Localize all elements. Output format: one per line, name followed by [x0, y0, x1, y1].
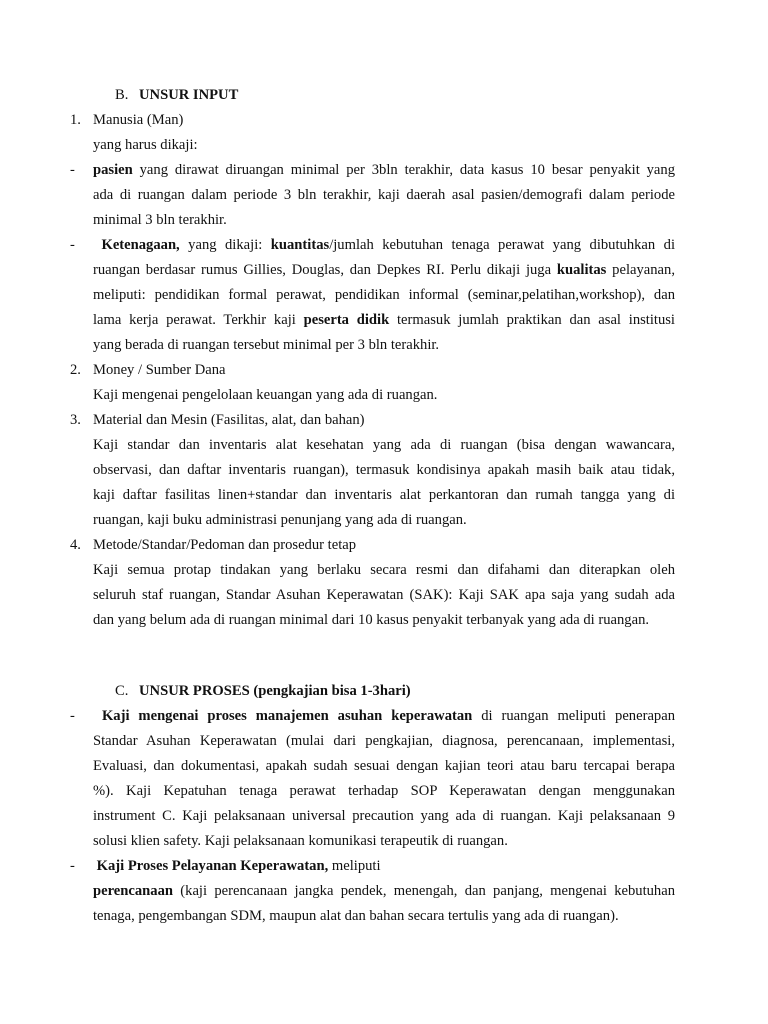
item-3-body-line: ruangan, kaji buku administrasi penunjang yang ada di ruangan.	[93, 512, 467, 528]
ketenagaan-line-2	[93, 258, 675, 283]
c-item-1-line: solusi klien safety. Kaji pelaksanaan komunikasi terapeutik di ruangan.	[93, 833, 508, 849]
ketenagaan-line-2-a: ruangan berdasar rumus Gillies, Douglas, dan Depkes RI. Perlu dikaji juga	[93, 262, 557, 278]
pasien-line-3: minimal 3 bln terakhir.	[93, 212, 227, 228]
c-item-2-bold: Kaji Proses Pelayanan Keperawatan,	[96, 858, 329, 874]
kualitas-bold: kualitas	[556, 262, 607, 278]
pasien-line-1	[93, 158, 675, 183]
item-4-title: Metode/Standar/Pedoman dan prosedur tetap	[93, 537, 357, 553]
item-4-body-line: Kaji semua protap tindakan yang berlaku secara resmi dan difahami dan diterapkan oleh	[93, 562, 675, 578]
c-item-1-bold: Kaji mengenai proses manajemen asuhan keperawatan	[101, 708, 473, 724]
c-item-1-line: %). Kaji Kepatuhan tenaga perawat terhadap SOP Keperawatan dengan menggunakan	[93, 783, 675, 799]
c-item-1-dash: -	[70, 708, 75, 724]
ketenagaan-line-1	[93, 233, 675, 258]
section-c-title: UNSUR PROSES (pengkajian bisa 1-3hari)	[139, 683, 411, 699]
ketenagaan-line-4-b: termasuk jumlah praktikan dan asal institusi	[389, 312, 675, 328]
section-b-heading	[115, 83, 238, 108]
item-1-intro: yang harus dikaji:	[93, 137, 198, 153]
ketenagaan-line-2-b: pelayanan,	[606, 262, 675, 278]
perencanaan-bold: perencanaan	[93, 883, 174, 899]
c-item-1-line: Standar Asuhan Keperawatan (mulai dari pengkajian, diagnosa, perencanaan, implementasi,	[93, 733, 675, 749]
item-3-body-line: observasi, dan daftar inventaris ruangan), termasuk kondisinya apakah masih baik atau tidak,	[93, 462, 675, 478]
item-3-body-line: Kaji standar dan inventaris alat kesehatan yang ada di ruangan (bisa dengan wawancara,	[93, 437, 675, 453]
c-item-2-sub-rest: (kaji perencanaan jangka pendek, menengah, dan panjang, mengenai kebutuhan	[173, 883, 675, 899]
ketenagaan-line-4-a: lama kerja perawat. Terkhir kaji	[93, 312, 304, 328]
item-4-body-line: dan yang belum ada di ruangan minimal dari 10 kasus penyakit terbanyak yang ada di ruangan.	[93, 612, 650, 628]
c-item-2-rest: meliputi	[328, 858, 381, 874]
pasien-dash: -	[70, 162, 75, 178]
section-b-title: UNSUR INPUT	[139, 87, 239, 103]
peserta-didik-bold: peserta didik	[303, 312, 390, 328]
c-item-2-line-1	[93, 854, 675, 879]
ketenagaan-line-5: yang berada di ruangan tersebut minimal per 3 bln terakhir.	[93, 337, 440, 353]
item-1-title: Manusia (Man)	[93, 112, 184, 128]
c-item-1-line: Evaluasi, dan dokumentasi, apakah sudah sesuai dengan kajian teori atau baru tercapai berapa	[93, 758, 675, 774]
item-2-marker: 2.	[70, 362, 81, 378]
c-item-1-line-1	[93, 704, 675, 729]
item-2-title: Money / Sumber Dana	[93, 362, 226, 378]
item-4-body-line: seluruh staf ruangan, Standar Asuhan Keperawatan (SAK): Kaji SAK apa saja yang sudah ada	[93, 587, 675, 603]
c-item-2-line-2	[93, 879, 675, 904]
pasien-bold: pasien	[93, 162, 133, 178]
ketenagaan-line-3: meliputi: pendidikan formal perawat, pendidikan informal (seminar,pelatihan,workshop), dan	[93, 287, 675, 303]
item-3-marker: 3.	[70, 412, 81, 428]
ketenagaan-text-1: yang dikaji:	[179, 237, 271, 253]
c-item-2-dash: -	[70, 858, 75, 874]
ketenagaan-dash: -	[70, 237, 75, 253]
c-item-2-line-3: tenaga, pengembangan SDM, maupun alat dan bahan secara tertulis yang ada di ruangan).	[93, 908, 619, 924]
section-c-letter: C.	[115, 683, 129, 699]
section-b-letter: B.	[115, 87, 129, 103]
ketenagaan-line-4	[93, 308, 675, 333]
item-4-marker: 4.	[70, 537, 81, 553]
ketenagaan-bold: Ketenagaan,	[101, 237, 180, 253]
item-1-marker: 1.	[70, 112, 81, 128]
section-c-heading	[115, 679, 411, 704]
c-item-1-line: instrument C. Kaji pelaksanaan universal precaution yang ada di ruangan. Kaji pelaksanaan 9	[93, 808, 675, 824]
pasien-line-1-text: yang dirawat diruangan minimal per 3bln terakhir, data kasus 10 besar penyakit yang	[132, 162, 675, 178]
kuantitas-bold: kuantitas	[270, 237, 330, 253]
item-2-body-line: Kaji mengenai pengelolaan keuangan yang ada di ruangan.	[93, 387, 438, 403]
item-3-body-line: kaji daftar fasilitas linen+standar dan inventaris alat perkantoran dan rumah tangga yang di	[93, 487, 675, 503]
ketenagaan-text-2: /jumlah kebutuhan tenaga perawat yang dibutuhkan di	[329, 237, 675, 253]
c-item-1-rest: di ruangan meliputi penerapan	[472, 708, 675, 724]
pasien-line-2: ada di ruangan dalam periode 3 bln terakhir, kaji daerah asal pasien/demografi dalam periode	[93, 187, 675, 203]
item-3-title: Material dan Mesin (Fasilitas, alat, dan bahan)	[93, 412, 365, 428]
